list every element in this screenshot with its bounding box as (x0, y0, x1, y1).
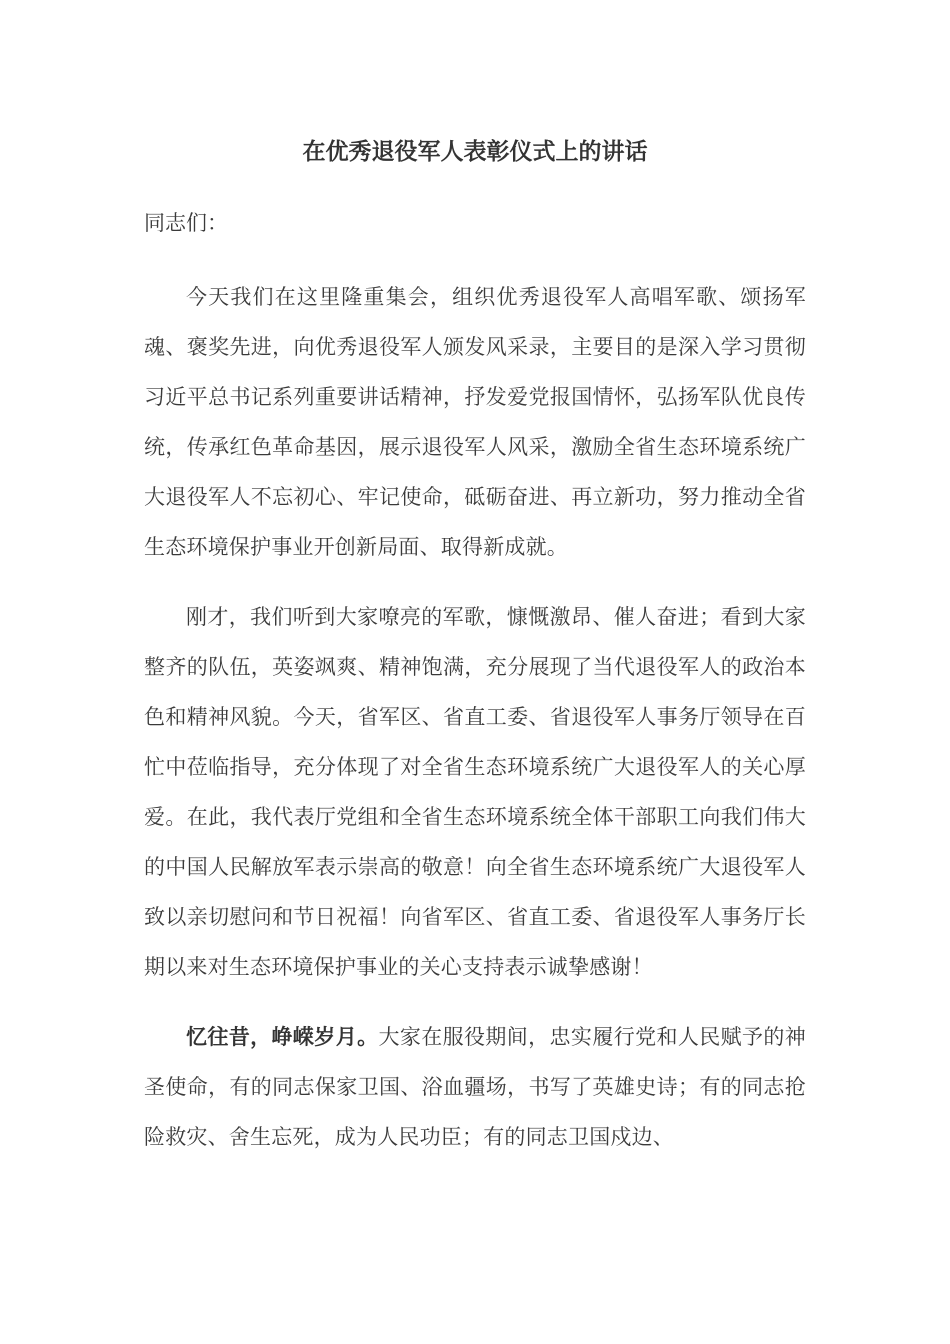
paragraph-text: 刚才，我们听到大家嘹亮的军歌，慷慨激昂、催人奋进；看到大家整齐的队伍，英姿飒爽、精神饱满，充分展现了当代退役军人的政治本色和精神风貌。今天，省军区、省直工委、省退役军人事务厅领导在百忙中莅临指导，充分体现了对全省生态环境系统广大退役军人的关心厚爱。在此，我代表厅党组和全省生态环境系统全体干部职工向我们伟大的中国人民解放军表示崇高的敬意！向全省生态环境系统广大退役军人致以亲切慰问和节日祝福！向省军区、省直工委、省退役军人事务厅长期以来对生态环境保护事业的关心支持表示诚挚感谢！ (144, 605, 806, 979)
paragraph-text: 今天我们在这里隆重集会，组织优秀退役军人高唱军歌、颂扬军魂、褒奖先进，向优秀退役军人颁发风采录，主要目的是深入学习贯彻习近平总书记系列重要讲话精神，抒发爱党报国情怀，弘扬军队优良传统，传承红色革命基因，展示退役军人风采，激励全省生态环境系统广大退役军人不忘初心、牢记使命，砥砺奋进、再立新功，努力推动全省生态环境保护事业开创新局面、取得新成就。 (144, 285, 806, 559)
salutation: 同志们： (144, 211, 228, 235)
paragraph-2 (144, 592, 806, 992)
paragraph-1 (144, 272, 806, 572)
paragraph-lead: 忆往昔，峥嵘岁月。 (186, 1025, 379, 1049)
document-title: 在优秀退役军人表彰仪式上的讲话 (302, 139, 648, 165)
paragraph-3 (144, 1012, 806, 1162)
document-page (144, 130, 806, 1182)
paragraph-text: 大家在服役期间，忠实履行党和人民赋予的神圣使命，有的同志保家卫国、浴血疆场，书写了英雄史诗；有的同志抢险救灾、舍生忘死，成为人民功臣；有的同志卫国戍边、 (144, 1025, 806, 1149)
